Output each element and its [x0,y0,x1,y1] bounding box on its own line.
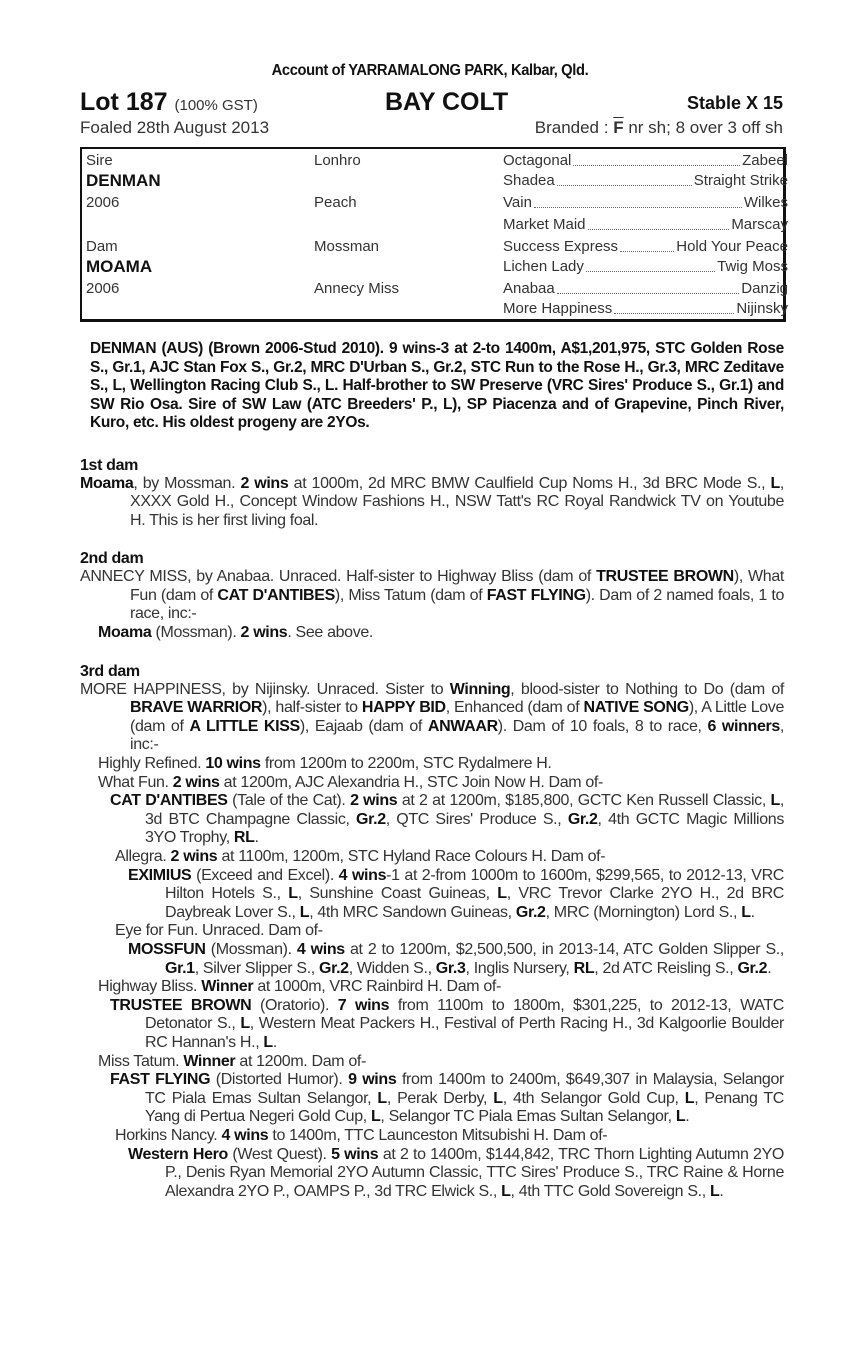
granddam: Peach [314,194,357,211]
bold-text: Western Hero [128,1145,228,1163]
ancestor-female: Octagonal [503,152,572,169]
bold-text: CAT D'ANTIBES [217,586,335,604]
text: . [719,1182,724,1200]
bold-text: 2 wins [240,624,288,642]
bold-text: 4 wins [338,866,387,884]
bold-text: Gr.2 [319,959,349,977]
ancestor-sire: Twig Moss [717,258,788,275]
horse-title: BAY COLT [385,88,509,116]
text: (Oratorio). [251,996,338,1014]
second-dam: Annecy Miss [314,280,400,297]
bold-text: L [709,1182,720,1200]
ancestor-female: Anabaa [503,280,555,297]
text: . [272,1033,277,1051]
text: , MRC (Mornington) Lord S., [545,903,742,921]
bold-text: RL [233,829,255,847]
bold-text: L [675,1108,686,1126]
pedigree-gen3-row [503,279,788,299]
text: , Selangor TC Piala Emas Sultan Selangor, [380,1108,676,1126]
leader-dots [557,279,740,294]
gst-note: (100% GST) [174,97,258,114]
text: at 1200m. Dam of- [235,1052,366,1070]
section-heading: 1st dam [80,456,139,474]
pedigree-gen3-row [503,215,788,235]
text: , Enhanced (dam of [445,699,584,717]
text: (West Quest). [227,1145,332,1163]
bold-text: TRUSTEE BROWN [110,996,252,1014]
text: at 1000m, VRC Rainbird H. Dam of- [253,978,501,996]
bold-text: Gr.3 [435,959,466,977]
dam-sire: Mossman [314,238,380,255]
text: from 1400m to 2400m, $649,307 in Malaysia, Selangor TC Piala Emas Sultan Selangor, [145,1071,785,1107]
bold-text: 6 winners [707,717,780,735]
text: . [685,1108,690,1126]
vendor-account: Account of YARRAMALONG PARK, Kalbar, Qld. [271,62,589,79]
bold-text: Winner [201,978,254,996]
text: ), A Little Love (dam of [130,699,784,735]
bold-text: L [741,903,751,921]
pedigree-entry [80,681,784,755]
leader-dots [586,257,715,272]
ancestor-sire: Hold Your Peace [676,238,788,255]
text: , 4th Selangor Gold Cup, [502,1089,685,1107]
text: (Mossman). [205,940,297,958]
pedigree-entry [80,941,784,978]
leader-dots [534,193,742,208]
bold-text: L [263,1033,273,1051]
text: , Silver Slipper S., [194,959,319,977]
bold-text: EXIMIUS [128,866,192,884]
bold-text: ANWAAR [427,717,498,735]
ancestor-female: Vain [503,194,532,211]
text: , Western Meat Packers H., Festival of Perth Racing H., 3d Kalgoorlie Boulder RC Hannan's H., [145,1015,784,1051]
bold-text: 9 wins [348,1071,397,1089]
pedigree-entry [80,792,784,848]
sire-year: 2006 [86,194,120,211]
foaled-date: Foaled 28th August 2013 [80,118,270,137]
pedigree-entry [80,1127,784,1146]
text: to 1400m, TTC Launceston Mitsubishi H. Dam of- [268,1126,608,1144]
leader-dots [573,151,740,166]
bold-text: 5 wins [331,1145,379,1163]
text: , 2d ATC Reisling S., [594,959,738,977]
bold-text: NATIVE SONG [583,699,689,717]
bold-text: A LITTLE KISS [189,717,300,735]
pedigree-gen3-row [503,237,788,257]
bold-text: Gr.2 [737,959,768,977]
pedigree-table [80,147,786,322]
text: . [750,903,755,921]
text: from 1200m to 2200m, STC Rydalmere H. [260,755,552,773]
bold-text: CAT D'ANTIBES [110,792,228,810]
pedigree-entry [80,1071,784,1127]
pedigree-gen3-row [503,299,788,319]
bold-text: L [370,1108,381,1126]
text: ), Miss Tatum (dam of [334,586,487,604]
text: at 1000m, 2d MRC BMW Caulfield Cup Noms H., 3d BRC Mode S., [288,474,771,492]
text: . See above. [287,624,374,642]
bold-text: FAST FLYING [486,586,586,604]
bold-text: Moama [98,624,152,642]
text: , 4th TTC Gold Sovereign S., [510,1182,710,1200]
text: , 3d BTC Champagne Classic, [145,792,785,828]
pedigree-entry [80,755,784,774]
bold-text: BRAVE WARRIOR [130,699,263,717]
brand-mark: $\overline{F}$ [613,118,624,137]
bold-text: L [288,885,298,903]
text: (Mossman). [151,624,241,642]
bold-text: L [770,474,780,492]
pedigree-entry [80,1146,784,1202]
leader-dots [557,171,692,186]
bold-text: Gr.2 [567,810,598,828]
ancestor-sire: Wilkes [743,194,788,211]
text: ). Dam of 10 foals, 8 to race, [497,717,708,735]
bold-text: RL [573,959,595,977]
text: , Penang TC Yang di Pertua Negeri Gold Cup, [145,1089,784,1126]
bold-text: L [493,1089,503,1107]
pedigree-gen3-row [503,171,788,191]
text: ). Dam of 2 named foals, 1 to race, inc:- [130,586,785,623]
dam-year: 2006 [86,280,120,297]
text: MORE HAPPINESS, by Nijinsky. Unraced. Sister to [80,680,450,698]
text: , Inglis Nursery, [465,959,574,977]
section-heading: 2nd dam [80,550,144,568]
pedigree-entry [80,848,784,867]
text: (Distorted Humor). [210,1071,349,1089]
pedigree-entry [80,774,784,793]
leader-dots [620,237,674,252]
sire-name: DENMAN [86,171,161,190]
text: Eye for Fun. Unraced. Dam of- [115,922,323,940]
text: ), half-sister to [262,699,362,717]
pedigree-entry [80,922,784,941]
bold-text: Moama [80,474,134,492]
ancestor-female: Shadea [503,172,555,189]
bold-text: HAPPY BID [361,699,446,717]
bold-text: L [684,1089,695,1107]
bold-text: 2 wins [170,848,218,865]
bold-text: L [497,885,507,903]
text: Highly Refined. [98,755,206,773]
pedigree-entry [80,475,784,531]
bold-text: MOSSFUN [128,940,206,958]
ancestor-female: Market Maid [503,216,586,233]
pedigree-entry [80,568,784,624]
pedigree-entry [80,997,784,1053]
text: ), What Fun (dam of [130,568,784,604]
bold-text: Gr.2 [356,810,386,828]
pedigree-entry [80,624,784,643]
text: Horkins Nancy. [115,1126,222,1144]
ancestor-sire: Marscay [731,216,788,233]
pedigree-gen3-row [503,193,788,213]
text: Highway Bliss. [98,978,202,996]
text: , XXXX Gold H., Concept Window Fashions H., NSW Tatt's RC Royal Randwick TV on Youtube H. This is her first living foal. [130,474,785,529]
section-heading: 3rd dam [80,662,140,680]
text: , QTC Sires' Produce S., [385,810,568,828]
bold-text: FAST FLYING [110,1071,211,1089]
bold-text: 4 wins [221,1126,269,1144]
pedigree-entry [80,978,784,997]
ancestor-sire: Danzig [741,280,788,297]
text: from 1100m to 1800m, $301,225, to 2012-13, WATC Detonator S., [145,996,784,1033]
bold-text: L [501,1182,511,1200]
text: , Widden S., [348,959,436,977]
text: ANNECY MISS, by Anabaa. Unraced. Half-sister to Highway Bliss (dam of [80,568,597,586]
pedigree-text [80,340,784,1201]
brand-label: Branded : [534,118,609,137]
lot-label: Lot 187 [80,88,168,116]
bold-text: 4 wins [296,940,345,958]
pedigree-entry [80,867,784,923]
text: Miss Tatum. [98,1052,184,1070]
text: , 4th GCTC Magic Millions 3YO Trophy, [145,810,784,847]
bold-text: 2 wins [240,474,289,492]
text: , blood-sister to Nothing to Do (dam of [510,680,784,698]
text: at 2 to 1400m, $144,842, TRC Thorn Lighting Autumn 2YO P., Denis Ryan Memorial 2YO Autumn Classic, TTC Sires' Produce S., TRC Raine & Horne Alexandra 2YO P., OAMPS P., 3d TRC Elwick S., [165,1145,784,1200]
ancestor-sire: Nijinsky [736,300,788,317]
text: , inc:- [130,717,785,754]
bold-text: 2 wins [172,773,220,791]
text: at 2 to 1200m, $2,500,500, in 2013-14, ATC Golden Slipper S., [344,940,784,958]
bold-text: 10 wins [205,755,261,773]
bold-text: L [299,903,310,921]
bold-text: TRUSTEE BROWN [596,568,734,586]
text: at 2 at 1200m, $185,800, GCTC Ken Russell Classic, [397,792,771,810]
text: . [254,829,259,847]
text: , Sunshine Coast Guineas, [297,885,498,903]
sire-label: Sire [86,152,113,169]
pedigree-entry [80,1053,784,1072]
bold-text: 7 wins [337,996,390,1014]
brand-details: nr sh; 8 over 3 off sh [628,118,783,137]
text: Allegra. [115,848,171,865]
text: , by Mossman. [133,474,241,492]
bold-text: Winning [449,680,511,698]
text: -1 at 2-from 1000m to 1600m, $299,565, to 2012-13, VRC Hilton Hotels S., [165,866,784,903]
text: (Tale of the Cat). [227,792,351,810]
text: ), Eajaab (dam of [299,717,428,735]
bold-text: 2 wins [350,792,398,810]
text: What Fun. [98,773,173,791]
pedigree-gen3-row [503,151,788,171]
bold-text: Winner [183,1052,236,1070]
leader-dots [588,215,730,230]
ancestor-female: More Happiness [503,300,613,317]
bold-text: L [770,792,780,810]
text: (Exceed and Excel). [191,866,339,884]
leader-dots [614,299,734,314]
text: . [767,959,772,977]
grandsire: Lonhro [314,152,361,169]
text: , 4th MRC Sandown Guineas, [309,903,516,921]
ancestor-female: Success Express [503,238,619,255]
text: , VRC Trevor Clarke 2YO H., 2d BRC Daybreak Lover S., [165,885,785,921]
dam-label: Dam [86,238,118,255]
text: at 1200m, AJC Alexandria H., STC Join Now H. Dam of- [219,773,603,791]
ancestor-sire: Straight Strike [693,172,788,189]
ancestor-sire: Zabeel [742,152,788,169]
text: , Perak Derby, [386,1089,494,1107]
bold-text: Gr.2 [515,903,546,921]
bold-text: L [377,1089,387,1107]
bold-text: L [240,1015,250,1033]
sire-note: DENMAN (AUS) (Brown 2006-Stud 2010). 9 wins-3 at 2-to 1400m, A$1,201,975, STC Golden Rose S., Gr.1, AJC Stan Fox S., Gr.2, MRC D'Urban S., Gr.2, STC Run to the Rose H., Gr.3, MRC Zeditave S., L, Wellington Racing Club S., L. Half-brother to SW Preserve (VRC Sires' Produce S., Gr.1) and SW Rio Osa. Sire of SW Law (ATC Breeders' P., L), SP Piacenza and of Grapevine, Pinch River, Kuro, etc. His oldest progeny are 2YOs. [90,340,784,431]
stable-number: Stable X 15 [686,93,783,113]
ancestor-female: Lichen Lady [503,258,584,275]
text: at 1100m, 1200m, STC Hyland Race Colours H. Dam of- [217,848,606,865]
pedigree-gen3-row [503,257,788,277]
lot-number [80,88,258,117]
brand-info [535,118,783,138]
dam-name: MOAMA [86,257,153,276]
bold-text: Gr.1 [165,959,195,977]
